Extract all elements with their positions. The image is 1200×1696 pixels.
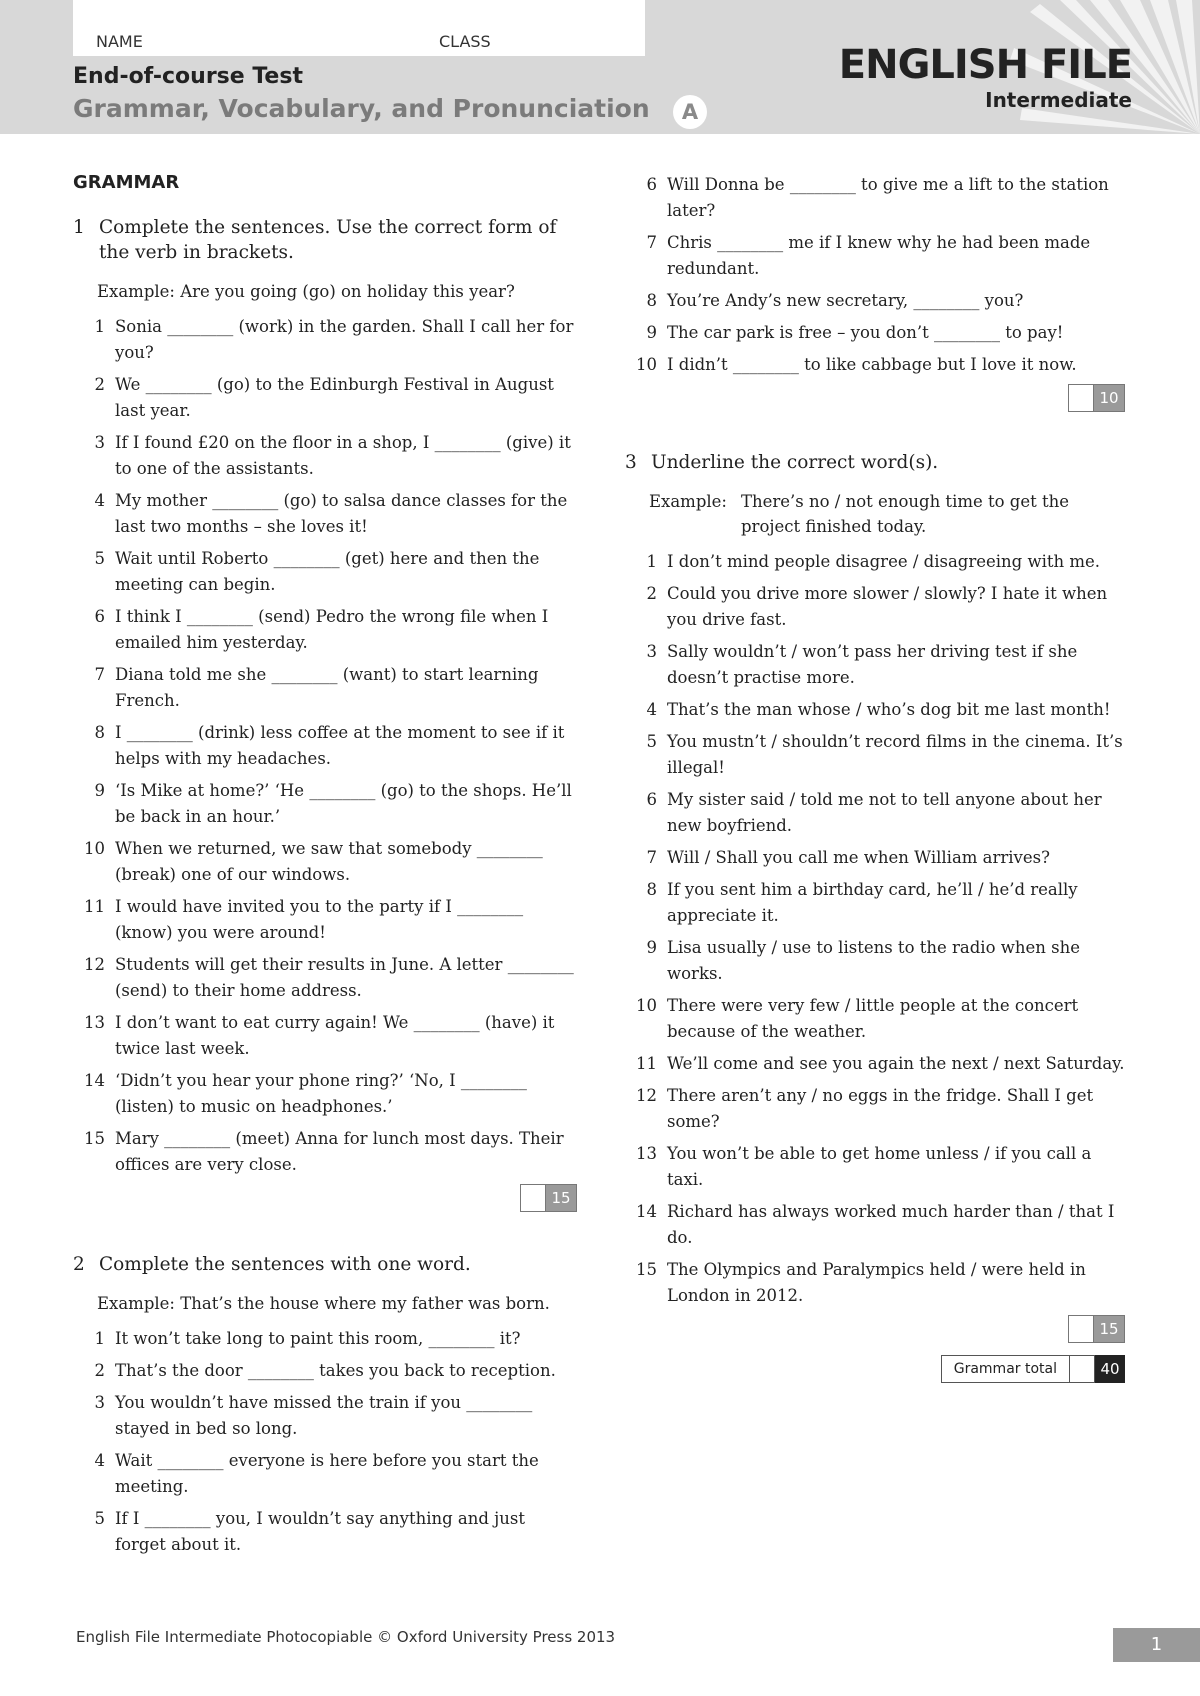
question-number: 3 [94, 433, 105, 452]
question-text: My mother ________ (go) to salsa dance classes for the last two months – she loves it! [115, 491, 568, 536]
test-title: End-of-course Test [73, 64, 303, 89]
page-number: 1 [1113, 1628, 1200, 1662]
grammar-total-entry-box[interactable] [1070, 1355, 1095, 1383]
question-number: 4 [94, 491, 105, 510]
question-text: Will / Shall you call me when William arrives? [667, 848, 1050, 867]
exercise-number: 3 [625, 452, 637, 473]
question-number: 15 [636, 1260, 657, 1279]
exercise-3-items [625, 549, 1125, 1309]
question-item [73, 488, 577, 540]
question-item [73, 720, 577, 772]
question-text: ‘Is Mike at home?’ ‘He ________ (go) to the shops. He’ll be back in an hour.’ [115, 781, 572, 826]
question-number: 10 [636, 996, 657, 1015]
grammar-total-max: 40 [1095, 1355, 1125, 1383]
brand-logo: ENGLISH FILE [838, 42, 1132, 88]
question-text: Mary ________ (meet) Anna for lunch most days. Their offices are very close. [115, 1129, 564, 1174]
question-number: 7 [646, 233, 657, 252]
question-item [73, 372, 577, 424]
question-number: 14 [84, 1071, 105, 1090]
question-text: You wouldn’t have missed the train if you ________ stayed in bed so long. [115, 1393, 533, 1438]
question-number: 1 [646, 552, 657, 571]
question-text: I would have invited you to the party if I ________ (know) you were around! [115, 897, 524, 942]
question-text: If you sent him a birthday card, he’ll / he’d really appreciate it. [667, 880, 1078, 925]
question-item [625, 729, 1125, 781]
question-text: My sister said / told me not to tell anyone about her new boyfriend. [667, 790, 1102, 835]
question-text: Diana told me she ________ (want) to start learning French. [115, 665, 539, 710]
exercise-3-example [649, 489, 1125, 539]
score-entry-box[interactable] [1068, 384, 1094, 412]
question-item [625, 172, 1125, 224]
exercise-number: 2 [73, 1254, 85, 1275]
question-number: 3 [646, 642, 657, 661]
question-item [625, 352, 1125, 378]
grammar-total [625, 1355, 1125, 1383]
question-item [625, 697, 1125, 723]
question-number: 13 [636, 1144, 657, 1163]
exercise-1-score [73, 1184, 577, 1212]
exercise-1-items [73, 314, 577, 1178]
question-number: 10 [84, 839, 105, 858]
question-item [73, 1010, 577, 1062]
question-text: You mustn’t / shouldn’t record films in the cinema. It’s illegal! [667, 732, 1123, 777]
name-label: NAME [96, 32, 143, 51]
question-text: I didn’t ________ to like cabbage but I love it now. [667, 355, 1077, 374]
question-number: 9 [646, 938, 657, 957]
question-item [73, 662, 577, 714]
question-item [625, 877, 1125, 929]
exercise-2-heading [73, 1252, 577, 1277]
question-text: Could you drive more slower / slowly? I hate it when you drive fast. [667, 584, 1108, 629]
section-heading-grammar: GRAMMAR [73, 172, 180, 193]
question-item [73, 430, 577, 482]
exercise-2-score [625, 384, 1125, 412]
question-number: 5 [646, 732, 657, 751]
question-text: Will Donna be ________ to give me a lift to the station later? [667, 175, 1109, 220]
example-text: There’s no / not enough time to get the project finished today. [741, 492, 1070, 536]
exercise-instruction: Complete the sentences. Use the correct form of the verb in brackets. [99, 217, 557, 263]
question-item [73, 1506, 577, 1558]
question-number: 12 [84, 955, 105, 974]
question-text: Richard has always worked much harder than / that I do. [667, 1202, 1115, 1247]
question-number: 4 [646, 700, 657, 719]
question-number: 12 [636, 1086, 657, 1105]
question-number: 6 [646, 790, 657, 809]
question-item [73, 546, 577, 598]
question-text: Sonia ________ (work) in the garden. Shall I call her for you? [115, 317, 574, 362]
question-item [625, 1051, 1125, 1077]
question-item [73, 1326, 577, 1352]
question-item [625, 993, 1125, 1045]
question-text: Chris ________ me if I knew why he had been made redundant. [667, 233, 1091, 278]
question-text: If I ________ you, I wouldn’t say anything and just forget about it. [115, 1509, 526, 1554]
right-column [625, 172, 1125, 1383]
question-number: 9 [646, 323, 657, 342]
grammar-total-label: Grammar total [941, 1355, 1070, 1383]
example-label: Example: [649, 492, 727, 511]
exercise-1-example: Example: Are you going (go) on holiday this year? [97, 282, 515, 301]
question-text: You won’t be able to get home unless / if you call a taxi. [667, 1144, 1092, 1189]
brand-level: Intermediate [985, 88, 1132, 112]
exercise-3-heading [625, 450, 1125, 475]
question-number: 8 [94, 723, 105, 742]
question-item [625, 935, 1125, 987]
question-text: There aren’t any / no eggs in the fridge. Shall I get some? [667, 1086, 1094, 1131]
question-item [73, 1358, 577, 1384]
footer-copyright: English File Intermediate Photocopiable © Oxford University Press 2013 [76, 1628, 616, 1646]
question-text: Wait until Roberto ________ (get) here and then the meeting can begin. [115, 549, 540, 594]
question-item [73, 314, 577, 366]
question-number: 8 [646, 291, 657, 310]
question-text: If I found £20 on the floor in a shop, I ________ (give) it to one of the assistants. [115, 433, 571, 478]
question-text: Lisa usually / use to listens to the radio when she works. [667, 938, 1080, 983]
question-text: I think I ________ (send) Pedro the wrong file when I emailed him yesterday. [115, 607, 549, 652]
question-text: Wait ________ everyone is here before you start the meeting. [115, 1451, 539, 1496]
question-item [73, 1068, 577, 1120]
exercise-2-items-left [73, 1326, 577, 1558]
question-text: I ________ (drink) less coffee at the moment to see if it helps with my headaches. [115, 723, 565, 768]
question-number: 8 [646, 880, 657, 899]
question-item [625, 581, 1125, 633]
question-number: 9 [94, 781, 105, 800]
left-column [73, 172, 577, 1564]
question-number: 3 [94, 1393, 105, 1412]
name-class-box [73, 0, 645, 56]
question-text: That’s the man whose / who’s dog bit me last month! [667, 700, 1111, 719]
question-item [625, 787, 1125, 839]
question-number: 10 [636, 355, 657, 374]
exercise-2-example: Example: That’s the house where my father was born. [97, 1294, 550, 1313]
question-item [625, 320, 1125, 346]
question-number: 2 [646, 584, 657, 603]
question-text: I don’t mind people disagree / disagreeing with me. [667, 552, 1101, 571]
question-number: 11 [636, 1054, 657, 1073]
score-max: 10 [1094, 384, 1125, 412]
score-max: 15 [1094, 1315, 1125, 1343]
question-item [625, 288, 1125, 314]
question-item [73, 1126, 577, 1178]
question-item [625, 1141, 1125, 1193]
question-number: 7 [94, 665, 105, 684]
question-number: 2 [94, 1361, 105, 1380]
question-number: 1 [94, 1329, 105, 1348]
question-item [73, 952, 577, 1004]
question-text: We ________ (go) to the Edinburgh Festival in August last year. [115, 375, 554, 420]
question-text: Sally wouldn’t / won’t pass her driving test if she doesn’t practise more. [667, 642, 1078, 687]
question-number: 15 [84, 1129, 105, 1148]
question-text: The Olympics and Paralympics held / were held in London in 2012. [667, 1260, 1086, 1305]
question-text: The car park is free – you don’t ________ to pay! [667, 323, 1064, 342]
exercise-instruction: Underline the correct word(s). [651, 452, 939, 473]
question-text: There were very few / little people at the concert because of the weather. [667, 996, 1079, 1041]
exercise-number: 1 [73, 217, 85, 238]
question-number: 7 [646, 848, 657, 867]
question-text: You’re Andy’s new secretary, ________ you? [667, 291, 1024, 310]
exercise-3-score [625, 1315, 1125, 1343]
header-band [0, 0, 1200, 134]
question-item [625, 845, 1125, 871]
question-item [625, 639, 1125, 691]
question-item [73, 836, 577, 888]
question-text: Students will get their results in June. A letter ________ (send) to their home address. [115, 955, 574, 1000]
question-item [73, 1448, 577, 1500]
exercise-instruction: Complete the sentences with one word. [99, 1254, 471, 1275]
exercise-1-heading [73, 215, 577, 265]
question-item [625, 230, 1125, 282]
question-item [625, 1199, 1125, 1251]
question-number: 6 [646, 175, 657, 194]
question-number: 1 [94, 317, 105, 336]
score-max: 15 [546, 1184, 577, 1212]
question-item [73, 894, 577, 946]
question-item [625, 1257, 1125, 1309]
question-number: 6 [94, 607, 105, 626]
question-item [625, 1083, 1125, 1135]
question-text: When we returned, we saw that somebody ________ (break) one of our windows. [115, 839, 543, 884]
question-number: 13 [84, 1013, 105, 1032]
question-text: That’s the door ________ takes you back to reception. [115, 1361, 556, 1380]
test-subtitle: Grammar, Vocabulary, and Pronunciation [73, 94, 650, 123]
question-text: ‘Didn’t you hear your phone ring?’ ‘No, I ________ (listen) to music on headphones.’ [115, 1071, 527, 1116]
question-number: 2 [94, 375, 105, 394]
version-badge: A [673, 95, 707, 129]
question-number: 5 [94, 1509, 105, 1528]
class-label: CLASS [439, 32, 491, 51]
score-entry-box[interactable] [520, 1184, 546, 1212]
question-item [73, 778, 577, 830]
question-number: 11 [84, 897, 105, 916]
exercise-2-items-right [625, 172, 1125, 378]
question-text: It won’t take long to paint this room, ________ it? [115, 1329, 521, 1348]
question-number: 4 [94, 1451, 105, 1470]
question-text: I don’t want to eat curry again! We ________ (have) it twice last week. [115, 1013, 555, 1058]
question-item [73, 1390, 577, 1442]
question-number: 14 [636, 1202, 657, 1221]
question-text: We’ll come and see you again the next / next Saturday. [667, 1054, 1125, 1073]
question-number: 5 [94, 549, 105, 568]
score-entry-box[interactable] [1068, 1315, 1094, 1343]
question-item [625, 549, 1125, 575]
question-item [73, 604, 577, 656]
